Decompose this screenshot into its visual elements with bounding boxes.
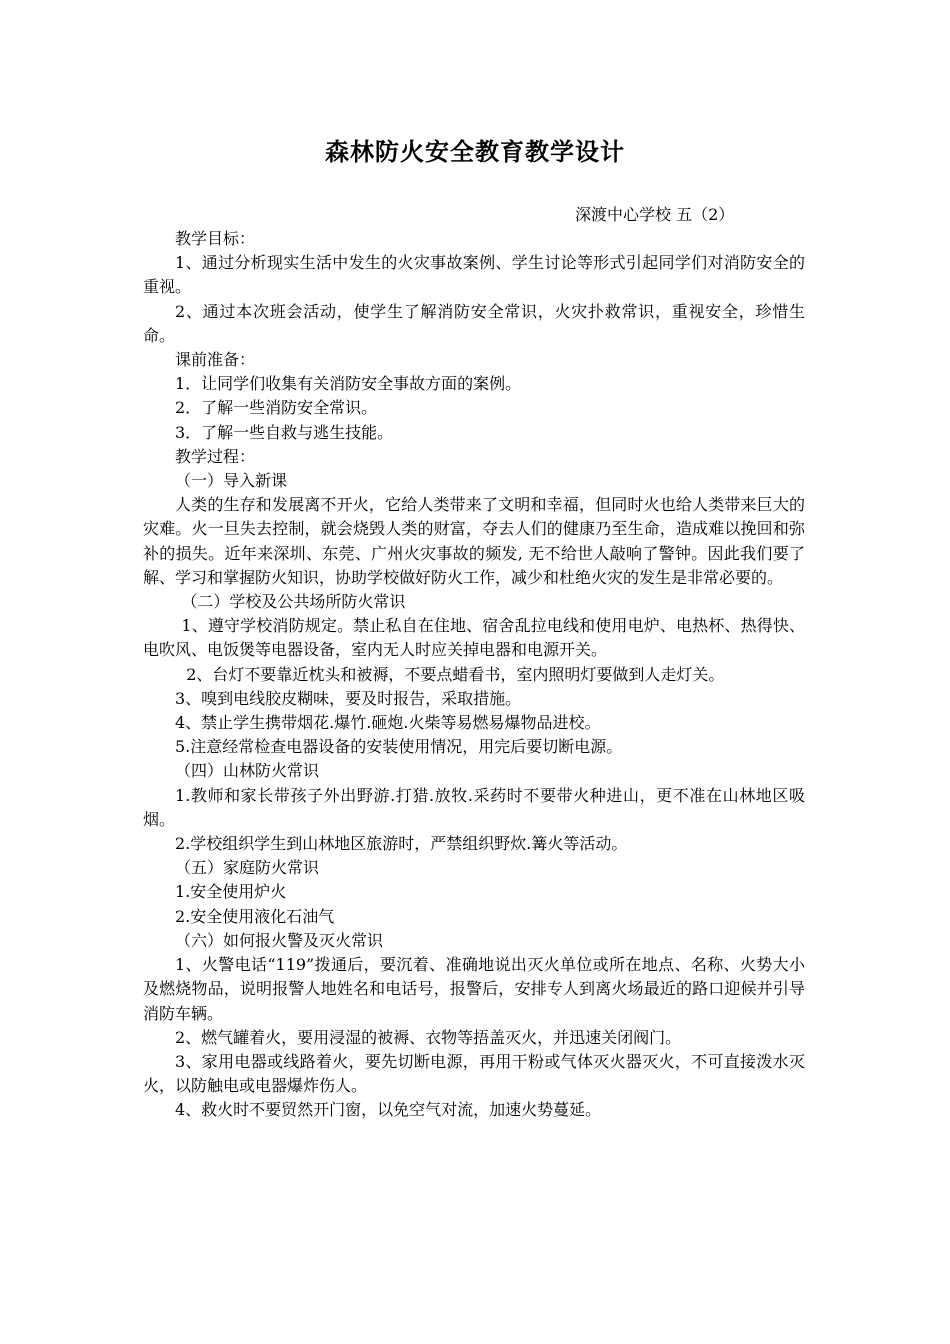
paragraph: 2．了解一些消防安全常识。 xyxy=(175,398,378,418)
paragraph: 人类的生存和发展离不开火，它给人类带来了文明和幸福，但同时火也给人类带来巨大的灾难。火一旦失去控制，就会烧毁人类的财富，夺去人们的健康乃至生命，造成难以挽回和弥补的损失。近年来深圳、东莞、广州火灾事故的频发, 无不给世人敲响了警钟。因此我们要了解、学习和掌握防火知识，协助学校做好防火工作，减少和杜绝火灾的发生是非常必要的。 xyxy=(143,495,805,587)
paragraph: 3．了解一些自救与逃生技能。 xyxy=(175,422,394,442)
paragraph: 4、禁止学生携带烟花.爆竹.砸炮.火柴等易燃易爆物品进校。 xyxy=(175,713,601,733)
paragraph: 1.安全使用炉火 xyxy=(175,882,287,902)
paragraph: 1、遵守学校消防规定。禁止私自在住地、宿舍乱拉电线和使用电炉、电热杯、热得快、电吹风、电饭煲等电器设备，室内无人时应关掉电器和电源开关。 xyxy=(143,616,805,660)
paragraph: 2、台灯不要靠近枕头和被褥，不要点蜡看书，室内照明灯要做到人走灯关。 xyxy=(186,664,725,684)
document-title: 森林防火安全教育教学设计 xyxy=(325,138,625,166)
paragraph: 2、通过本次班会活动，使学生了解消防安全常识，火灾扑救常识，重视安全，珍惜生命。 xyxy=(143,301,805,345)
paragraph: 1.教师和家长带孩子外出野游.打猎.放牧.采药时不要带火种进山，更不准在山林地区吸烟。 xyxy=(143,785,805,829)
paragraph: （六）如何报火警及灭火常识 xyxy=(175,930,384,950)
paragraph: 2、燃气罐着火，要用浸湿的被褥、衣物等捂盖灭火，并迅速关闭阀门。 xyxy=(175,1027,682,1047)
paragraph: 1．让同学们收集有关消防安全事故方面的案例。 xyxy=(175,374,522,394)
paragraph: 1、火警电话“119”拨通后，要沉着、准确地说出灭火单位或所在地点、名称、火势大小及燃烧物品，说明报警人地姓名和电话号，报警后，安排专人到离火场最近的路口迎候并引导消防车辆。 xyxy=(143,955,805,1023)
paragraph: 4、救火时不要贸然开门窗，以免空气对流，加速火势蔓延。 xyxy=(175,1100,602,1120)
paragraph: 2.安全使用液化石油气 xyxy=(175,906,335,926)
paragraph: 3、家用电器或线路着火，要先切断电源，再用干粉或气体灭火器灭火，不可直接泼水灭火，以防触电或电器爆炸伤人。 xyxy=(143,1051,805,1096)
document-body xyxy=(143,227,805,1123)
paragraph: （五）家庭防火常识 xyxy=(175,858,320,878)
paragraph: 5.注意经常检查电器设备的安装使用情况，用完后要切断电源。 xyxy=(175,737,623,757)
document-author: 深渡中心学校 五（2） xyxy=(575,205,735,224)
paragraph: 3、嗅到电线胶皮糊味，要及时报告，采取措施。 xyxy=(175,688,522,708)
paragraph: （四）山林防火常识 xyxy=(175,761,320,781)
paragraph: 教学过程： xyxy=(175,446,256,466)
paragraph: 教学目标： xyxy=(175,229,256,248)
paragraph: 1、通过分析现实生活中发生的火灾事故案例、学生讨论等形式引起同学们对消防安全的重视。 xyxy=(143,253,805,297)
paragraph: 2.学校组织学生到山林地区旅游时，严禁组织野炊.篝火等活动。 xyxy=(175,834,628,854)
paragraph: （一）导入新课 xyxy=(175,471,288,491)
paragraph: （二）学校及公共场所防火常识 xyxy=(181,592,406,612)
paragraph: 课前准备： xyxy=(175,350,256,370)
